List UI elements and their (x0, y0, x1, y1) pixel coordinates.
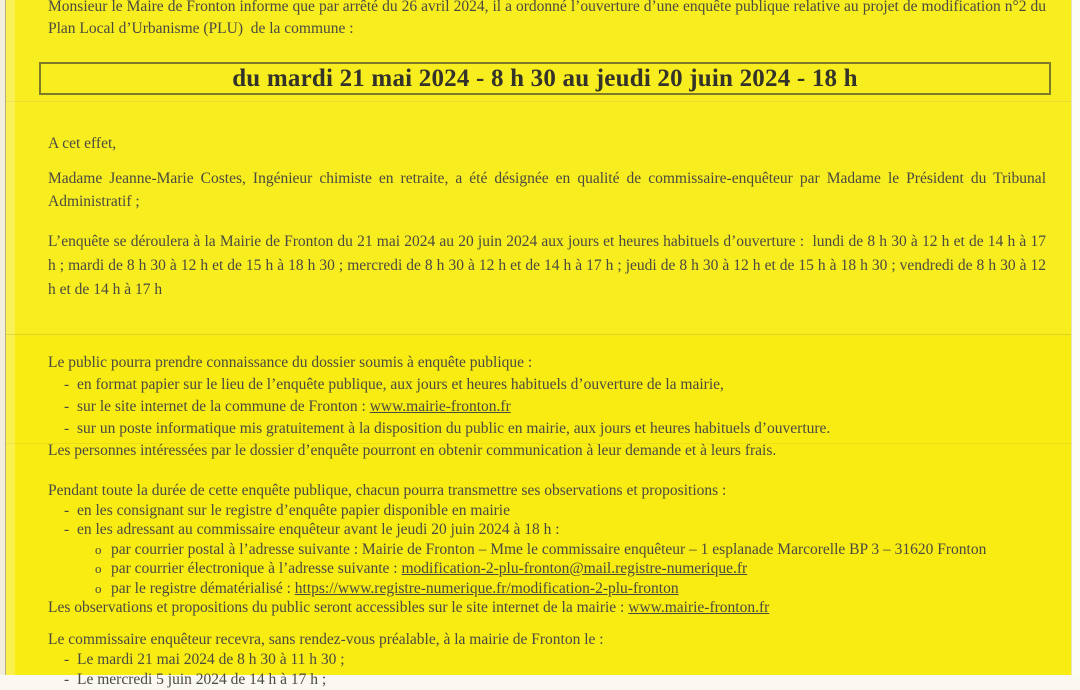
list-item (48, 540, 1046, 560)
effect-line: A cet effet, (48, 135, 117, 152)
list-item-text: par courrier électronique à l’adresse suivante : (111, 560, 402, 577)
dash-bullet: - (64, 501, 70, 519)
list-item-text: en les adressant au commissaire enquêteur avant le jeudi 20 juin 2024 à 18 h : (77, 521, 560, 538)
list-item (48, 670, 1046, 690)
list-item-text: Le mercredi 5 juin 2024 de 14 h à 17 h ; (77, 671, 327, 688)
list-item (48, 374, 1046, 396)
dash-bullet: - (64, 376, 70, 393)
circle-bullet: o (95, 541, 102, 557)
list-item (48, 396, 1046, 418)
list-item-text: en les consignant sur le registre d’enquête papier disponible en mairie (77, 501, 510, 519)
enquiry-period-box (39, 62, 1051, 95)
list-item (48, 579, 1046, 599)
mairie-fronton-link[interactable]: www.mairie-fronton.fr (369, 398, 511, 415)
commissioner-paragraph: Madame Jeanne-Marie Costes, Ingénieur chimiste en retraite, a été désignée en qualité de commissaire-enquêteur par Madame le Président du Tribunal Administratif ; (48, 170, 1050, 210)
list-item (48, 418, 1046, 440)
scan-right-margin (1071, 0, 1080, 675)
list-item (48, 559, 1046, 579)
circle-bullet: o (95, 580, 102, 596)
intro-paragraph: Monsieur le Maire de Fronton informe que par arrêté du 26 avril 2024, il a ordonné l’ouverture d’une enquête publique relative au projet de modification n°2 du Plan Local d’Urbanisme (PLU) de la commune : (48, 0, 1050, 37)
list-item (48, 650, 1046, 670)
reception-section (48, 630, 1046, 690)
list-item (48, 520, 1046, 540)
reception-intro: Le commissaire enquêteur recevra, sans rendez-vous préalable, à la mairie de Fronton le : (48, 631, 604, 648)
schedule-paragraph: L’enquête se déroulera à la Mairie de Fronton du 21 mai 2024 au 20 juin 2024 aux jours et heures habituels d’ouverture : lundi de 8 h 30 à 12 h et de 14 h à 17 h ; mardi de 8 h 30 à 12 h et de 15 h à 18 h 30 ; mercredi de 8 h 30 à 12 h et de 14 h à 17 h ; jeudi de 8 h 30 à 12 h et de 15 h à 18 h 30 ; vendredi de 8 h 30 à 12 h et de 14 h à 17 h (48, 233, 1050, 298)
list-item-text: Le mardi 21 mai 2024 de 8 h 30 à 11 h 30 ; (77, 651, 345, 668)
circle-bullet: o (95, 561, 102, 576)
consultation-section (48, 352, 1046, 462)
list-item-text: sur le site internet de la commune de Fronton : (77, 398, 370, 415)
list-item-text: par le registre dématérialisé : (111, 579, 295, 597)
observations-section (48, 481, 1046, 618)
consultation-outro: Les personnes intéressées par le dossier d’enquête pourront en obtenir communication à leur demande et à leurs frais. (48, 442, 777, 459)
observations-outro (48, 598, 1046, 618)
list-item-text: sur un poste informatique mis gratuitement à la disposition du public en mairie, aux jours et heures habituels d’ouverture. (77, 420, 831, 437)
mairie-fronton-link[interactable]: www.mairie-fronton.fr (628, 599, 770, 616)
observations-outro-text: Les observations et propositions du public seront accessibles sur le site internet de la mairie : (48, 599, 629, 616)
consultation-intro: Le public pourra prendre connaissance du dossier soumis à enquête publique : (48, 354, 533, 371)
list-item (48, 501, 1046, 521)
observations-intro: Pendant toute la durée de cette enquête publique, chacun pourra transmettre ses observations et propositions : (48, 482, 727, 499)
dash-bullet: - (64, 671, 70, 688)
scan-left-margin (0, 0, 6, 675)
email-link[interactable]: modification-2-plu-fronton@mail.registre-numerique.fr (401, 560, 748, 577)
dash-bullet: - (64, 398, 70, 415)
notice-yellow-paper (6, 0, 1072, 688)
registre-numerique-link[interactable]: https://www.registre-numerique.fr/modification-2-plu-fronton (294, 579, 679, 597)
dash-bullet: - (64, 420, 70, 437)
list-item-text: en format papier sur le lieu de l’enquête publique, aux jours et heures habituels d’ouverture de la mairie, (77, 376, 724, 393)
list-item-text: par courrier postal à l’adresse suivante : Mairie de Fronton – Mme le commissaire enquêteur – 1 esplanade Marcorelle BP 3 – 31620 Fronton (111, 540, 987, 558)
dash-bullet: - (64, 651, 70, 668)
enquiry-period-text: du mardi 21 mai 2024 - 8 h 30 au jeudi 20 juin 2024 - 18 h (232, 64, 858, 92)
notice-content (48, 0, 1050, 688)
dash-bullet: - (64, 521, 70, 538)
